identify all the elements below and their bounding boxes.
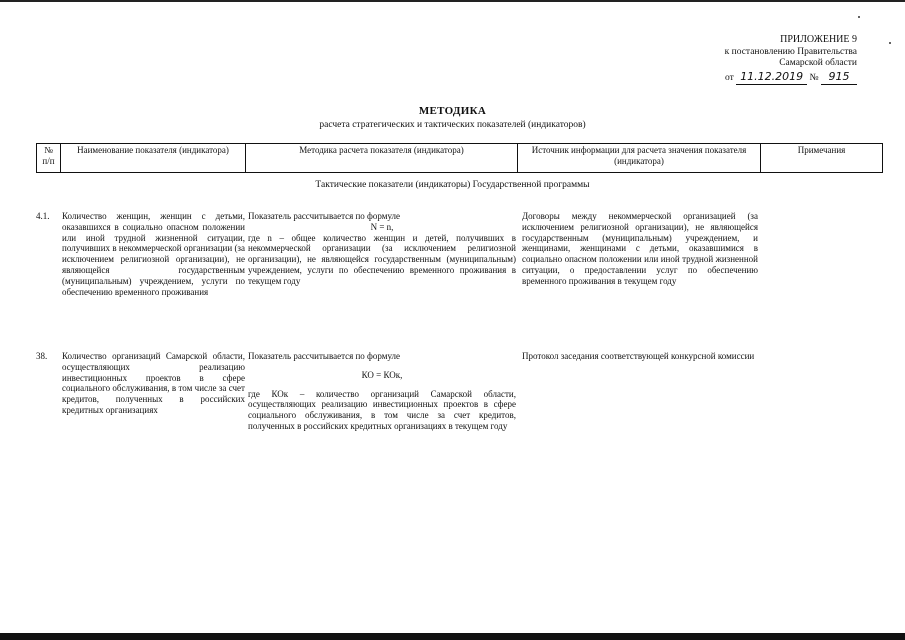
header-notes: Примечания bbox=[761, 144, 883, 173]
header-source: Источник информации для расчета значения показателя (индикатора) bbox=[518, 144, 761, 173]
date-prefix: от bbox=[725, 73, 734, 84]
document-subtitle: расчета стратегических и тактических показателей (индикаторов) bbox=[319, 120, 586, 131]
method-description: где n – общее количество женщин и детей, получивших в некоммерческой организации (за исключением религиозной организации), не являющейся государственным (муниципальным) учреждением, услуги по обеспечению временного проживания в текущем году bbox=[248, 232, 516, 286]
row-number: 38. bbox=[36, 351, 48, 361]
scan-top-edge bbox=[0, 0, 905, 2]
method-intro: Показатель рассчитывается по формуле bbox=[248, 211, 401, 221]
scan-bottom-edge bbox=[0, 633, 905, 640]
method-intro: Показатель рассчитывается по формуле bbox=[248, 351, 401, 361]
row-number: 4.1. bbox=[36, 211, 50, 221]
indicator-name: Количество женщин, женщин с детьми, оказавшихся в социально опасном положении или иной трудной жизненной ситуации, получивших в некоммерческой организации (за исключением религиозной организации), не являющейся государственным (муниципальным) учреждением, услуги по обеспечению временного проживания bbox=[62, 211, 245, 297]
information-source: Договоры между некоммерческой организацией (за исключением религиозной организации), не являющейся государственным (муниципальным) учреждением, и женщинами, женщинами с детьми, оказавшимися в социально опасном положении или иной трудной жизненной ситуации, о предоставлении услуг по обеспечению временного проживания в текущем году bbox=[522, 211, 758, 286]
indicator-name: Количество организаций Самарской области, осуществляющих реализацию инвестиционных проектов в сфере социального обслуживания, в том числе за счет кредитов, полученных в российских кредитных организациях bbox=[62, 351, 245, 415]
formula: КО = КОк, bbox=[361, 369, 403, 380]
document-heading bbox=[0, 105, 905, 132]
calculation-method bbox=[248, 211, 516, 287]
table-header-row bbox=[37, 144, 883, 173]
approval-line-2: Самарской области bbox=[779, 58, 857, 69]
scan-speck bbox=[889, 42, 891, 44]
method-description: где КОк – количество организаций Самарской области, осуществляющих реализацию инвестиционных проектов в сфере социального обслуживания, в том числе за счет кредитов, полученных в российских кредитных организациях в текущем году bbox=[248, 388, 516, 431]
section-title: Тактические показатели (индикаторы) Государственной программы bbox=[315, 180, 590, 190]
table-header bbox=[36, 143, 883, 173]
scan-speck bbox=[858, 16, 860, 18]
calculation-method bbox=[248, 351, 516, 432]
handwritten-number: 915 bbox=[821, 70, 857, 85]
approval-block bbox=[667, 34, 857, 85]
header-method: Методика расчета показателя (индикатора) bbox=[246, 144, 518, 173]
header-number: № п/п bbox=[37, 144, 61, 173]
document-title: МЕТОДИКА bbox=[418, 105, 487, 117]
number-prefix: № bbox=[809, 73, 819, 84]
formula: N = n, bbox=[370, 221, 394, 232]
appendix-title: ПРИЛОЖЕНИЕ 9 bbox=[780, 34, 857, 45]
information-source: Протокол заседания соответствующей конкурсной комиссии bbox=[522, 351, 755, 361]
handwritten-date: 11.12.2019 bbox=[736, 70, 807, 85]
header-name: Наименование показателя (индикатора) bbox=[61, 144, 246, 173]
approval-date-line bbox=[667, 70, 857, 85]
approval-line-1: к постановлению Правительства bbox=[724, 46, 857, 57]
